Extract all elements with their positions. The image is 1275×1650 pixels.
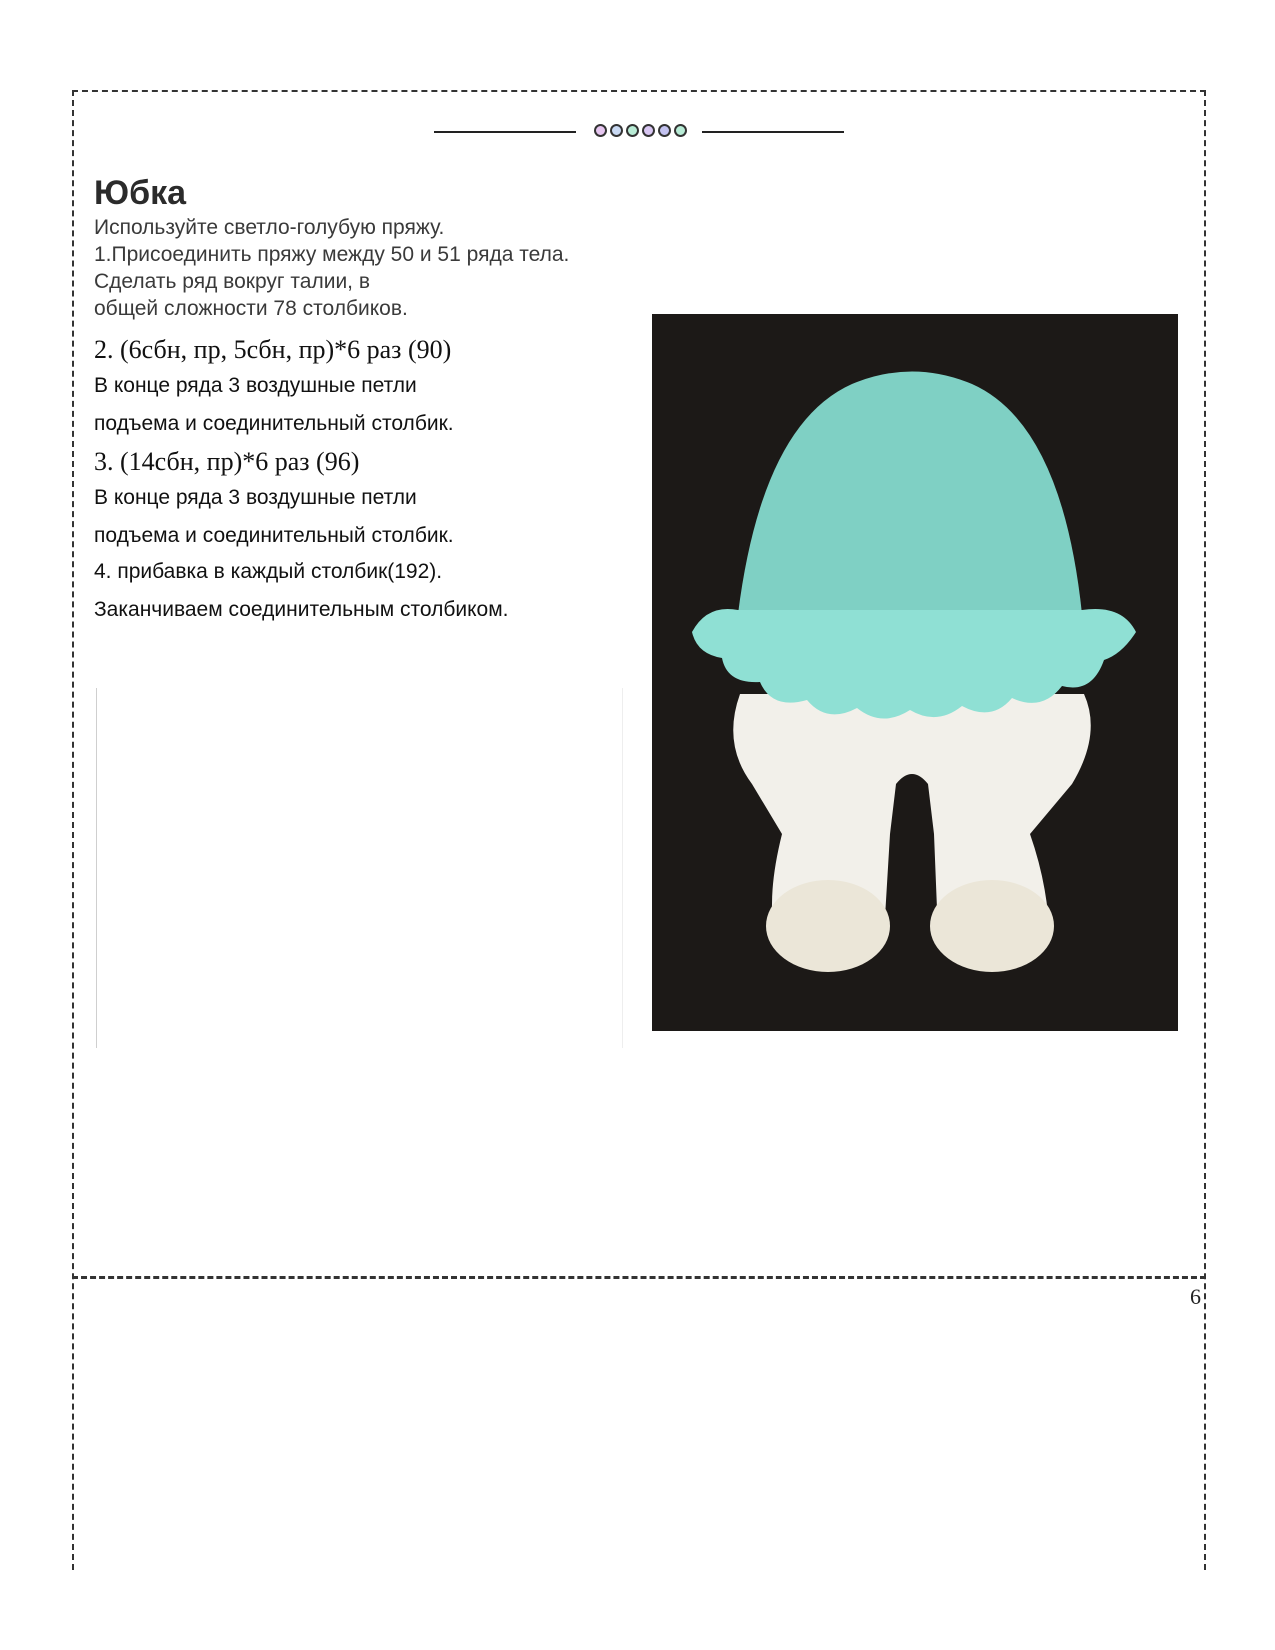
ornament-divider [434, 120, 844, 144]
crochet-doll-skirt-photo [652, 314, 1178, 1031]
intro-text [94, 214, 674, 322]
divider-dot [610, 124, 623, 137]
step-row-3: 3. (14сбн, пр)*6 раз (96) [94, 447, 360, 476]
step-row-4: 4. прибавка в каждый столбик(192). [94, 560, 443, 583]
empty-frame-edge-right [622, 688, 623, 1048]
divider-line-left [434, 131, 576, 133]
divider-line-right [702, 131, 844, 133]
page-border-left [72, 90, 74, 1570]
divider-dot [674, 124, 687, 137]
divider-dot [594, 124, 607, 137]
step-note: подъема и соединительный столбик. [94, 412, 454, 435]
divider-dot [642, 124, 655, 137]
page-border-top [72, 90, 1206, 92]
intro-line: Используйте светло-голубую пряжу. [94, 216, 445, 239]
step-row-2: 2. (6сбн, пр, 5сбн, пр)*6 раз (90) [94, 335, 452, 364]
step-note: В конце ряда 3 воздушные петли [94, 374, 417, 397]
intro-line: 1.Присоединить пряжу между 50 и 51 ряда тела. [94, 243, 570, 266]
doll-foot-right [930, 880, 1054, 972]
intro-line: общей сложности 78 столбиков. [94, 297, 408, 320]
empty-frame-edge-left [96, 688, 97, 1048]
intro-line: Сделать ряд вокруг талии, в [94, 270, 370, 293]
page-number: 6 [1190, 1284, 1201, 1309]
section-title: Юбка [94, 174, 186, 212]
step-note: подъема и соединительный столбик. [94, 524, 454, 547]
page-separator [72, 1276, 1206, 1279]
divider-dots [590, 124, 690, 140]
divider-dot [626, 124, 639, 137]
step-note: Заканчиваем соединительным столбиком. [94, 598, 509, 621]
step-note: В конце ряда 3 воздушные петли [94, 486, 417, 509]
page-border-right [1204, 90, 1206, 1570]
doll-foot-left [766, 880, 890, 972]
divider-dot [658, 124, 671, 137]
